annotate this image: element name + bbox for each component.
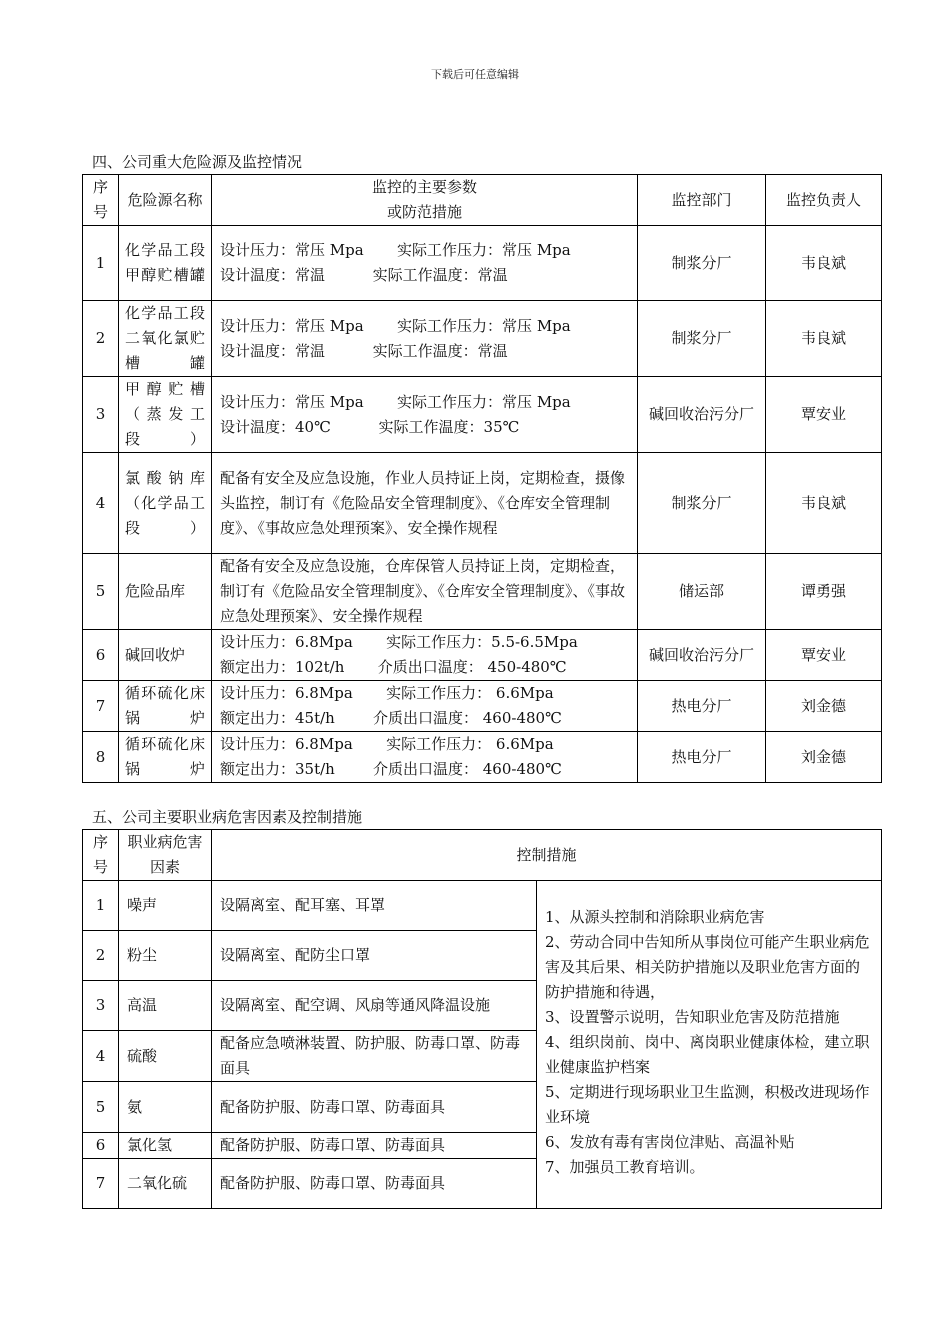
param-line-2: 额定出力：102t/h 介质出口温度： 450-480℃ bbox=[220, 658, 567, 676]
row-number: 6 bbox=[83, 630, 119, 681]
protection-measures: 配备有安全及应急设施，仓库保管人员持证上岗，定期检查，制订有《危险品安全管理制度》、《仓库安全管理制度》、《事故应急处理预案》、安全操作规程 bbox=[212, 554, 638, 630]
hazard-name: 碱回收炉 bbox=[119, 630, 212, 681]
responsible-person: 韦良斌 bbox=[766, 301, 882, 377]
factor-measure: 设隔离室、配耳塞、耳罩 bbox=[212, 881, 537, 931]
param-line-2: 额定出力：35t/h 介质出口温度： 460-480℃ bbox=[220, 760, 562, 778]
hazard-factor: 粉尘 bbox=[119, 931, 212, 981]
factor-measure: 配备防护服、防毒口罩、防毒面具 bbox=[212, 1082, 537, 1133]
header-measures: 控制措施 bbox=[212, 830, 882, 881]
monitor-dept: 制浆分厂 bbox=[638, 226, 766, 301]
section4-title: 四、公司重大危险源及监控情况 bbox=[92, 153, 303, 171]
param-line-2: 设计温度：40℃ 实际工作温度：35℃ bbox=[220, 417, 520, 436]
param-line-1: 设计压力：常压 Mpa 实际工作压力：常压 Mpa bbox=[220, 241, 571, 259]
table-row bbox=[83, 377, 882, 453]
hazard-name: 化学品工段甲醇贮槽罐 bbox=[119, 226, 212, 301]
row-number: 4 bbox=[83, 453, 119, 554]
protection-measures: 配备有安全及应急设施，作业人员持证上岗，定期检查，摄像头监控，制订有《危险品安全管理制度》、《仓库安全管理制度》、《事故应急处理预案》、安全操作规程 bbox=[212, 453, 638, 554]
row-number: 1 bbox=[83, 881, 119, 931]
row-number: 6 bbox=[83, 1133, 119, 1159]
monitor-dept: 热电分厂 bbox=[638, 681, 766, 732]
monitor-params bbox=[212, 226, 638, 301]
header-person: 监控负责人 bbox=[766, 175, 882, 226]
table-row bbox=[83, 226, 882, 301]
monitor-dept: 制浆分厂 bbox=[638, 453, 766, 554]
row-number: 7 bbox=[83, 681, 119, 732]
hazard-factor: 噪声 bbox=[119, 881, 212, 931]
table-row bbox=[83, 301, 882, 377]
param-line-1: 设计压力：6.8Mpa 实际工作压力：5.5-6.5Mpa bbox=[220, 633, 578, 651]
hazard-name: 甲醇贮槽（蒸发工段） bbox=[119, 377, 212, 453]
responsible-person: 覃安业 bbox=[766, 377, 882, 453]
hazard-source-table bbox=[82, 174, 882, 783]
row-number: 2 bbox=[83, 301, 119, 377]
monitor-params bbox=[212, 681, 638, 732]
monitor-params bbox=[212, 301, 638, 377]
factor-measure: 配备防护服、防毒口罩、防毒面具 bbox=[212, 1133, 537, 1159]
header-no: 序号 bbox=[83, 175, 119, 226]
factor-measure: 设隔离室、配空调、风扇等通风降温设施 bbox=[212, 981, 537, 1031]
hazard-name: 循环硫化床锅炉 bbox=[119, 732, 212, 783]
responsible-person: 刘金德 bbox=[766, 681, 882, 732]
header-no: 序号 bbox=[83, 830, 119, 881]
responsible-person: 韦良斌 bbox=[766, 226, 882, 301]
hazard-name: 循环硫化床锅炉 bbox=[119, 681, 212, 732]
row-number: 5 bbox=[83, 554, 119, 630]
monitor-dept: 储运部 bbox=[638, 554, 766, 630]
section5-title: 五、公司主要职业病危害因素及控制措施 bbox=[92, 808, 363, 826]
monitor-dept: 碱回收治污分厂 bbox=[638, 630, 766, 681]
header-hazard-name: 危险源名称 bbox=[119, 175, 212, 226]
param-line-2: 设计温度：常温 实际工作温度：常温 bbox=[220, 341, 508, 360]
row-number: 1 bbox=[83, 226, 119, 301]
param-line-2: 额定出力：45t/h 介质出口温度： 460-480℃ bbox=[220, 709, 562, 727]
factor-measure: 配备防护服、防毒口罩、防毒面具 bbox=[212, 1159, 537, 1209]
param-line-2: 设计温度：常温 实际工作温度：常温 bbox=[220, 266, 508, 284]
table-row bbox=[83, 453, 882, 554]
row-number: 3 bbox=[83, 377, 119, 453]
row-number: 5 bbox=[83, 1082, 119, 1133]
general-measures-text: 1、从源头控制和消除职业病危害 2、劳动合同中告知所从事岗位可能产生职业病危害及其后果、相关防护措施以及职业危害方面的防护措施和待遇， 3、设置警示说明，告知职业危害及防范措施 4、组织岗前、岗中、离岗职业健康体检，建立职业健康监护档案 5、定期进行现场职业卫生监测，积极改进现场作业环境 6、发放有毒有害岗位津贴、高温补贴 7、加强员工教育培训。 bbox=[545, 908, 870, 1176]
monitor-dept: 碱回收治污分厂 bbox=[638, 377, 766, 453]
table-row bbox=[83, 630, 882, 681]
header-params-line1: 监控的主要参数 bbox=[371, 178, 477, 196]
row-number: 8 bbox=[83, 732, 119, 783]
page-header: 下载后可任意编辑 bbox=[431, 68, 519, 81]
responsible-person: 覃安业 bbox=[766, 630, 882, 681]
hazard-name: 危险品库 bbox=[119, 554, 212, 630]
factor-measure: 配备应急喷淋装置、防护服、防毒口罩、防毒面具 bbox=[212, 1031, 537, 1082]
monitor-dept: 热电分厂 bbox=[638, 732, 766, 783]
monitor-params bbox=[212, 630, 638, 681]
hazard-factor: 硫酸 bbox=[119, 1031, 212, 1082]
factor-measure: 设隔离室、配防尘口罩 bbox=[212, 931, 537, 981]
param-line-1: 设计压力：6.8Mpa 实际工作压力： 6.6Mpa bbox=[220, 684, 554, 702]
monitor-dept: 制浆分厂 bbox=[638, 301, 766, 377]
responsible-person: 韦良斌 bbox=[766, 453, 882, 554]
row-number: 3 bbox=[83, 981, 119, 1031]
param-line-1: 设计压力：常压 Mpa 实际工作压力：常压 Mpa bbox=[220, 316, 571, 335]
general-control-measures bbox=[537, 881, 882, 1209]
monitor-params bbox=[212, 732, 638, 783]
table-header-row bbox=[83, 175, 882, 226]
hazard-factor: 高温 bbox=[119, 981, 212, 1031]
hazard-factor: 氨 bbox=[119, 1082, 212, 1133]
table-row bbox=[83, 732, 882, 783]
header-dept: 监控部门 bbox=[638, 175, 766, 226]
header-params bbox=[212, 175, 638, 226]
occupational-hazard-table bbox=[82, 829, 882, 1209]
monitor-params bbox=[212, 377, 638, 453]
table-header-row bbox=[83, 830, 882, 881]
header-factor: 职业病危害因素 bbox=[119, 830, 212, 881]
responsible-person: 刘金德 bbox=[766, 732, 882, 783]
responsible-person: 谭勇强 bbox=[766, 554, 882, 630]
row-number: 7 bbox=[83, 1159, 119, 1209]
hazard-name: 化学品工段二氧化氯贮槽罐 bbox=[119, 301, 212, 377]
table-row bbox=[83, 681, 882, 732]
row-number: 2 bbox=[83, 931, 119, 981]
table-row bbox=[83, 881, 882, 931]
row-number: 4 bbox=[83, 1031, 119, 1082]
hazard-factor: 氯化氢 bbox=[119, 1133, 212, 1159]
param-line-1: 设计压力：常压 Mpa 实际工作压力：常压 Mpa bbox=[220, 392, 571, 411]
param-line-1: 设计压力：6.8Mpa 实际工作压力： 6.6Mpa bbox=[220, 735, 554, 753]
table-row bbox=[83, 554, 882, 630]
hazard-factor: 二氧化硫 bbox=[119, 1159, 212, 1209]
header-params-line2: 或防范措施 bbox=[386, 203, 462, 221]
hazard-name: 氯酸钠库（化学品工段） bbox=[119, 453, 212, 554]
